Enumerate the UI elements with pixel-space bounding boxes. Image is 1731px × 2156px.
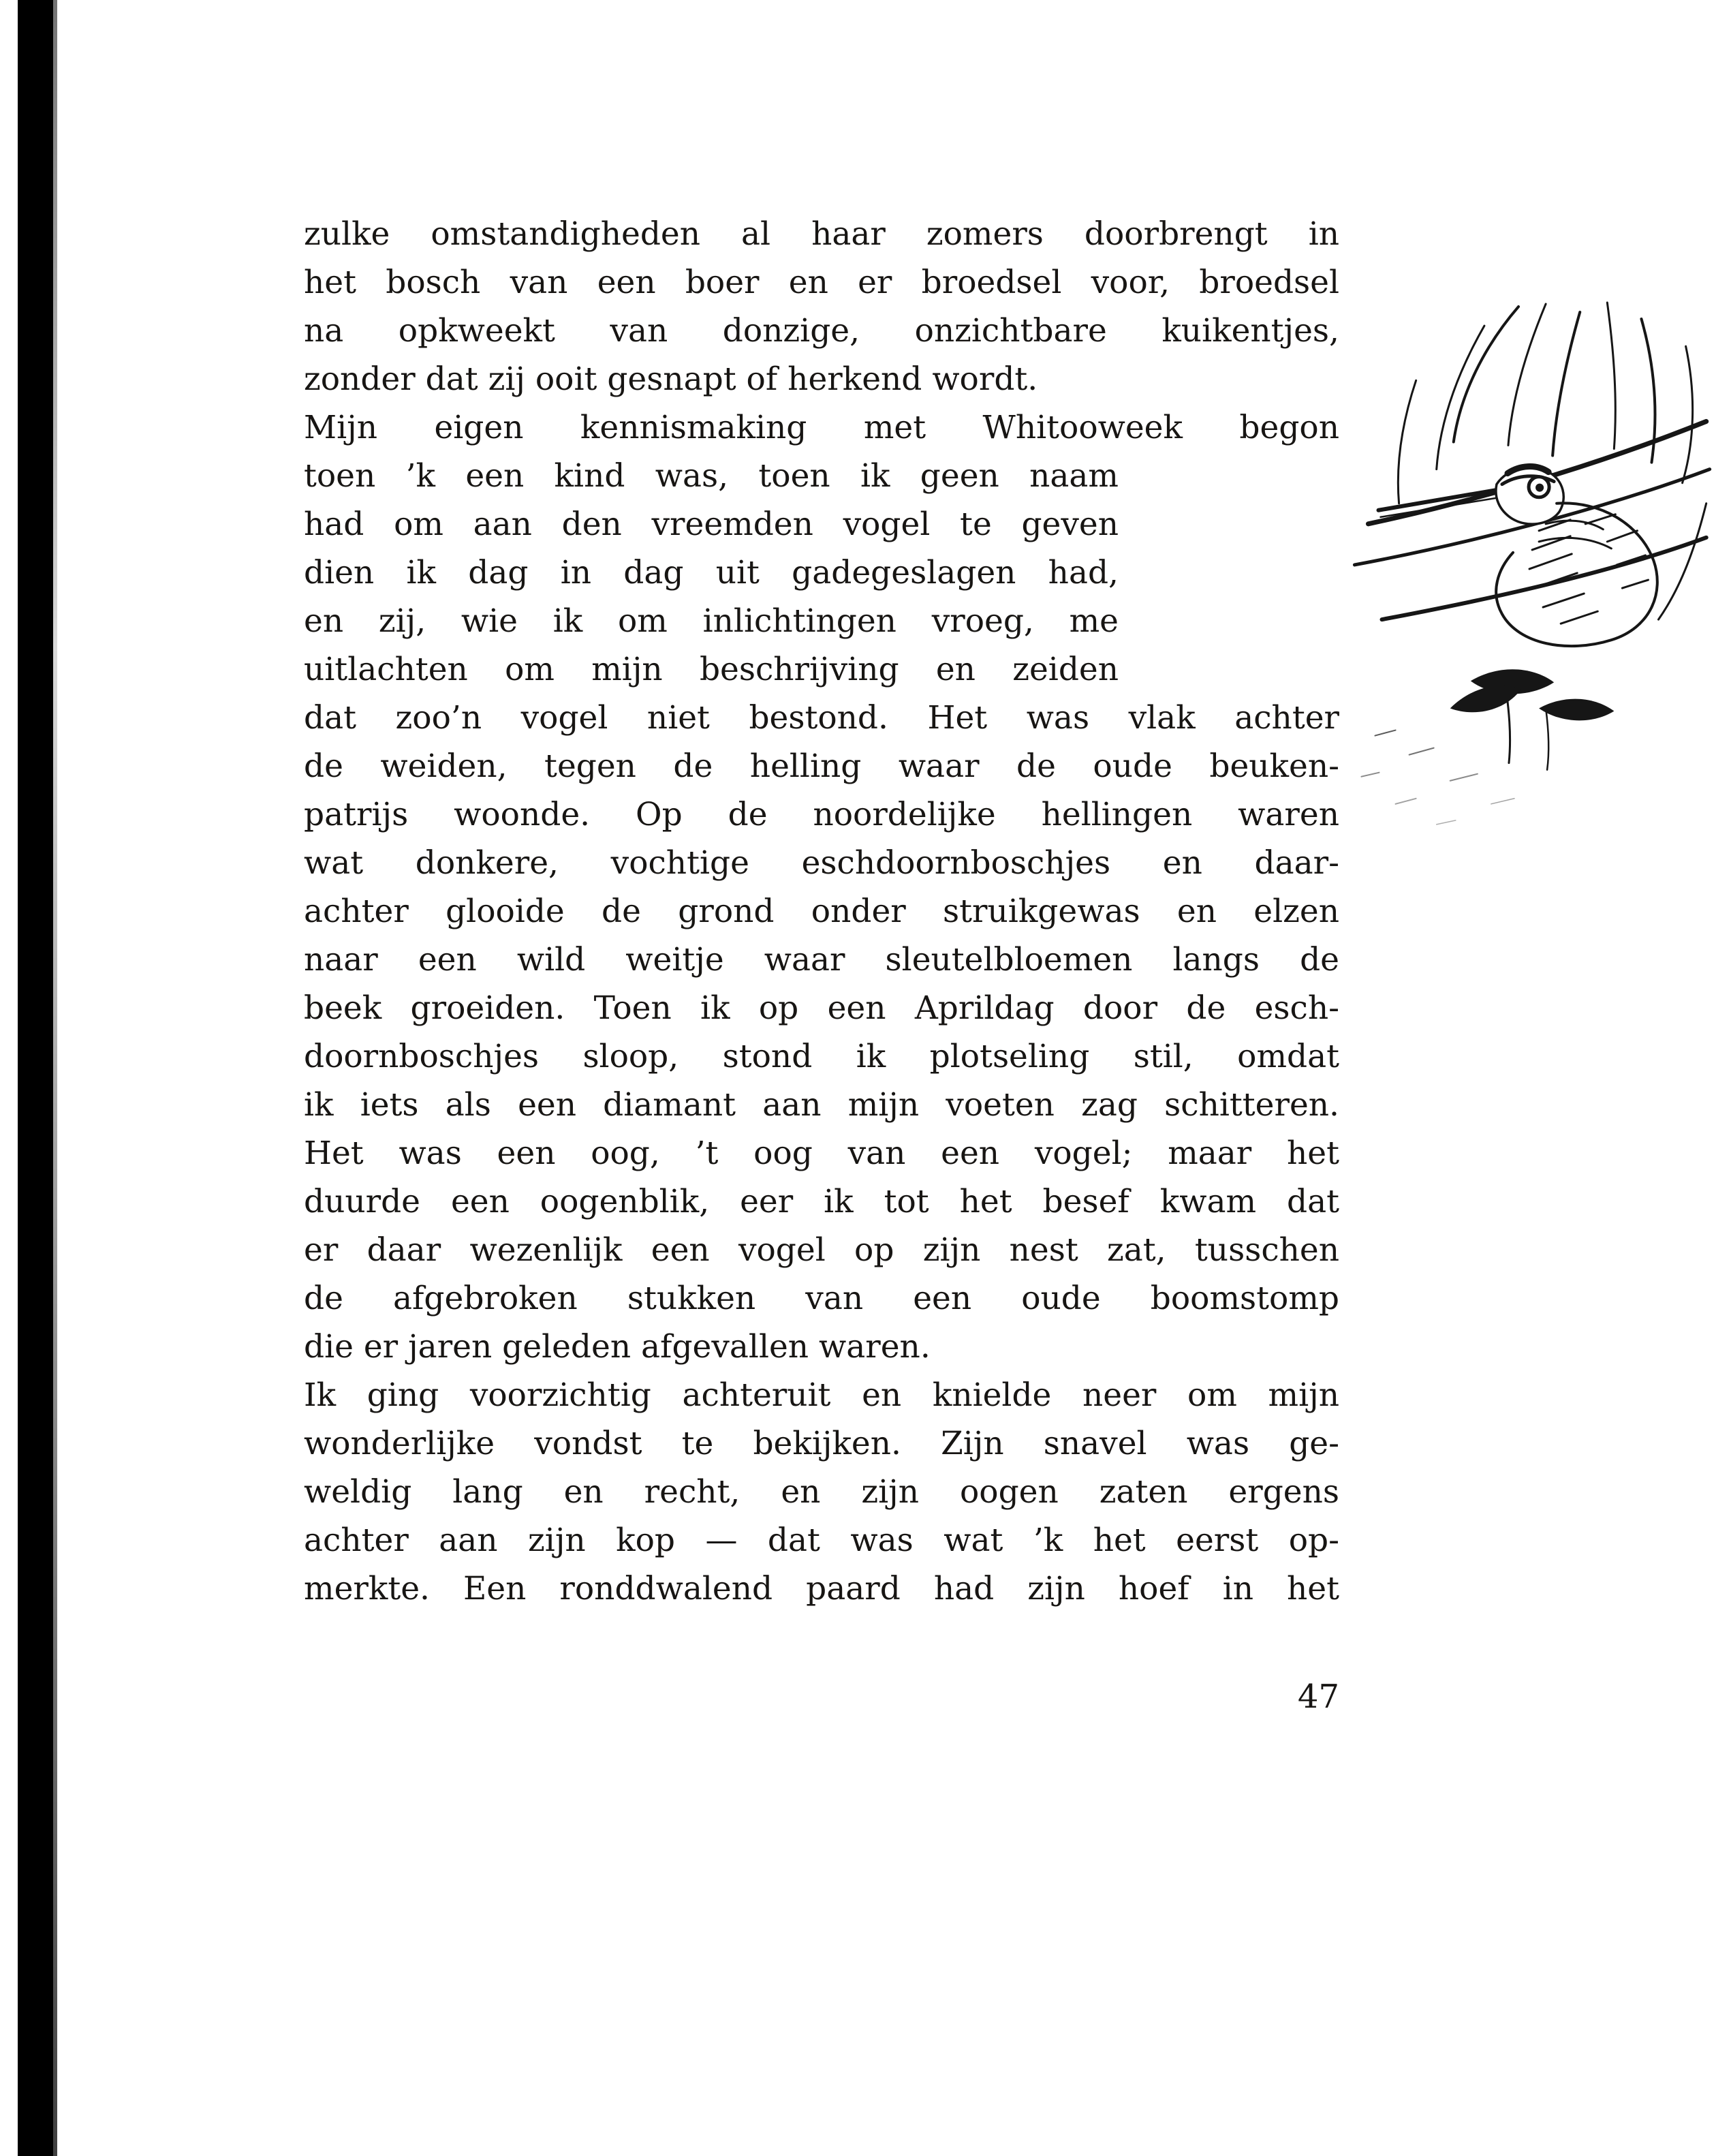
text-line: toen ’k een kind was, toen ik geen naam	[304, 457, 1119, 495]
text-line: had om aan den vreemden vogel te geven	[304, 506, 1119, 543]
text-line: Ik ging voorzichtig achteruit en knielde neer om mijn	[304, 1376, 1339, 1414]
text-line: beek groeiden. Toen ik op een Aprildag door de esch-	[304, 989, 1339, 1027]
text-line: dien ik dag in dag uit gadegeslagen had,	[304, 554, 1119, 591]
text-line: naar een wild weitje waar sleutelbloemen langs de	[304, 941, 1339, 979]
text-line: zonder dat zij ooit gesnapt of herkend wordt.	[304, 360, 1038, 398]
text-line: wat donkere, vochtige eschdoornboschjes en daar-	[304, 844, 1339, 882]
text-line: zulke omstandigheden al haar zomers doorbrengt in	[304, 215, 1339, 253]
text-line: dat zoo’n vogel niet bestond. Het was vlak achter	[304, 699, 1339, 737]
text-line: weldig lang en recht, en zijn oogen zaten ergens	[304, 1473, 1339, 1511]
text-line: Mijn eigen kennismaking met Whitooweek begon	[304, 409, 1339, 446]
text-line: duurde een oogenblik, eer ik tot het besef kwam dat	[304, 1183, 1339, 1220]
text-block	[304, 210, 1339, 1613]
woodcock-illustration	[1313, 298, 1717, 859]
text-line: die er jaren geleden afgevallen waren.	[304, 1328, 931, 1366]
text-line: ik iets als een diamant aan mijn voeten zag schitteren.	[304, 1086, 1339, 1124]
text-line: achter glooide de grond onder struikgewas en elzen	[304, 893, 1339, 930]
text-line: merkte. Een ronddwalend paard had zijn hoef in het	[304, 1570, 1339, 1607]
text-line: uitlachten om mijn beschrijving en zeiden	[304, 651, 1119, 688]
page-number: 47	[1297, 1678, 1339, 1716]
text-line: doornboschjes sloop, stond ik plotseling stil, omdat	[304, 1038, 1339, 1075]
text-line: Het was een oog, ’t oog van een vogel; maar het	[304, 1135, 1339, 1172]
text-line: het bosch van een boer en er broedsel voor, broedsel	[304, 264, 1339, 301]
text-line: patrijs woonde. Op de noordelijke hellingen waren	[304, 796, 1339, 833]
text-line: wonderlijke vondst te bekijken. Zijn snavel was ge-	[304, 1425, 1339, 1462]
text-line: achter aan zijn kop — dat was wat ’k het eerst op-	[304, 1522, 1339, 1559]
text-line: de weiden, tegen de helling waar de oude beuken-	[304, 748, 1339, 785]
text-line: na opkweekt van donzige, onzichtbare kuikentjes,	[304, 312, 1339, 350]
text-line: er daar wezenlijk een vogel op zijn nest zat, tusschen	[304, 1231, 1339, 1269]
text-line: en zij, wie ik om inlichtingen vroeg, me	[304, 602, 1119, 640]
woodcock-ink-drawing-svg	[1313, 298, 1717, 859]
scan-gutter-edge	[18, 0, 53, 2156]
text-line: de afgebroken stukken van een oude boomstomp	[304, 1280, 1339, 1317]
